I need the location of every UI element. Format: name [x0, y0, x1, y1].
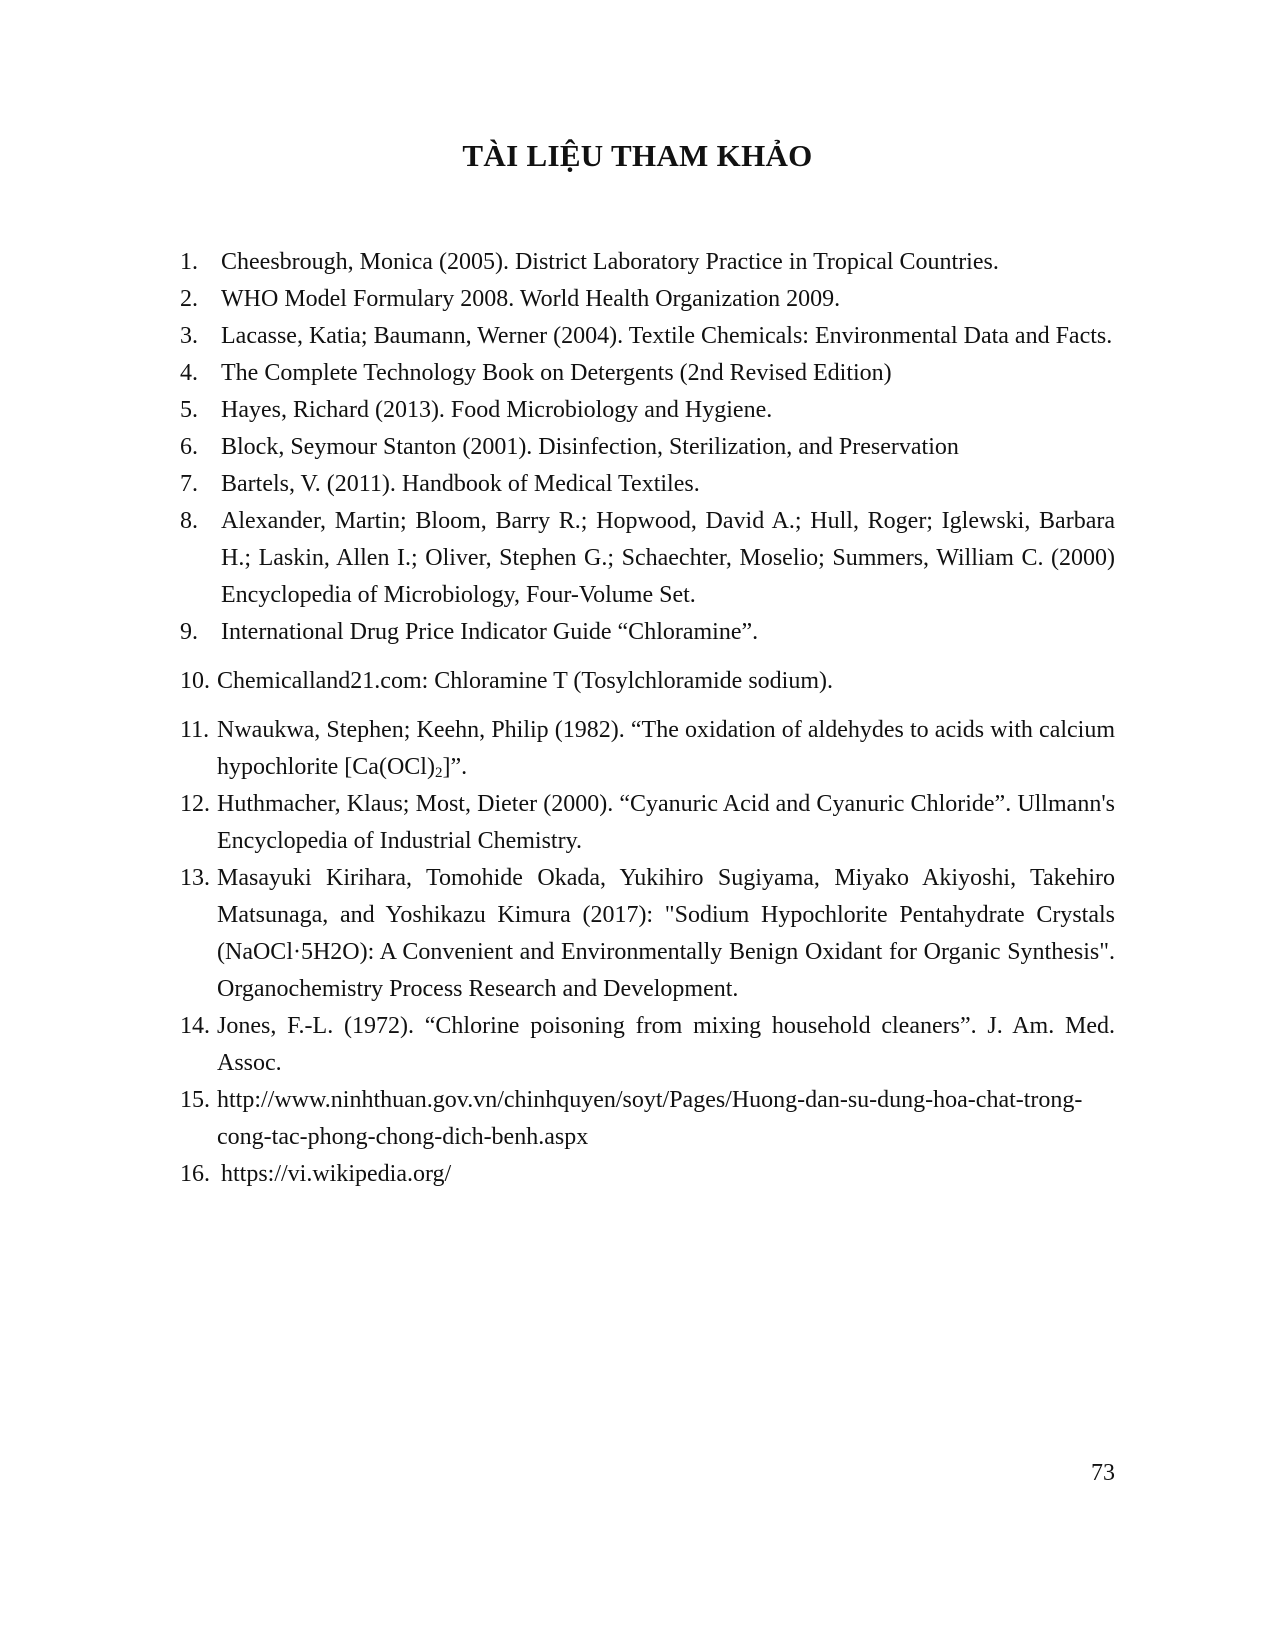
page-number: 73 [1091, 1460, 1115, 1486]
reference-item [180, 318, 1115, 355]
reference-number: 12. [180, 791, 210, 817]
reference-text: Bartels, V. (2011). Handbook of Medical Textiles. [221, 471, 700, 497]
reference-item [180, 244, 1115, 281]
reference-item [180, 614, 1115, 651]
reference-text: Jones, F.-L. (1972). “Chlorine poisoning from mixing household cleaners”. J. Am. Med. Assoc. [217, 1013, 1115, 1076]
reference-item [180, 1008, 1115, 1082]
reference-item [180, 392, 1115, 429]
reference-item [180, 860, 1115, 1008]
reference-number: 3. [180, 323, 198, 349]
subscript-text: 2 [434, 765, 443, 781]
reference-item [180, 1082, 1115, 1156]
reference-number: 8. [180, 508, 198, 534]
reference-number: 7. [180, 471, 198, 497]
reference-item [180, 355, 1115, 392]
reference-text: Cheesbrough, Monica (2005). District Laboratory Practice in Tropical Countries. [221, 249, 999, 275]
reference-text-part: ]”. [442, 754, 468, 780]
reference-list [180, 244, 1115, 1193]
reference-number: 14. [180, 1013, 210, 1039]
reference-text-part: Nwaukwa, Stephen; Keehn, Philip (1982). “The oxidation of aldehydes to acids with calcium hypochlorite [Ca(OCl) [217, 717, 1115, 780]
reference-text[interactable]: https://vi.wikipedia.org/ [221, 1161, 452, 1187]
reference-number: 2. [180, 286, 198, 312]
reference-number: 4. [180, 360, 198, 386]
reference-text[interactable]: http://www.ninhthuan.gov.vn/chinhquyen/soyt/Pages/Huong-dan-su-dung-hoa-chat-trong-cong-tac-phong-chong-dich-benh.aspx [217, 1087, 1083, 1150]
reference-item [180, 1156, 1115, 1193]
reference-number: 16. [180, 1161, 210, 1187]
reference-text: Alexander, Martin; Bloom, Barry R.; Hopwood, David A.; Hull, Roger; Iglewski, Barbara H.; Laskin, Allen I.; Oliver, Stephen G.; Schaechter, Moselio; Summers, William C. (2000) Encyclopedia of Microbiology, Four-Volume Set. [221, 508, 1115, 608]
reference-item [180, 503, 1115, 614]
reference-number: 13. [180, 865, 210, 891]
reference-text: Chemicalland21.com: Chloramine T (Tosylchloramide sodium). [217, 668, 833, 694]
reference-text: Huthmacher, Klaus; Most, Dieter (2000). “Cyanuric Acid and Cyanuric Chloride”. Ullmann's Encyclopedia of Industrial Chemistry. [217, 791, 1115, 854]
reference-item [180, 281, 1115, 318]
reference-number: 9. [180, 619, 198, 645]
reference-number: 5. [180, 397, 198, 423]
reference-item [180, 429, 1115, 466]
reference-item [180, 712, 1115, 786]
reference-text [217, 712, 1115, 786]
reference-number: 6. [180, 434, 198, 460]
page-title: TÀI LIỆU THAM KHẢO [462, 138, 813, 173]
reference-text: Hayes, Richard (2013). Food Microbiology and Hygiene. [221, 397, 773, 423]
reference-text: Masayuki Kirihara, Tomohide Okada, Yukihiro Sugiyama, Miyako Akiyoshi, Takehiro Matsunaga, and Yoshikazu Kimura (2017): "Sodium Hypochlorite Pentahydrate Crystals (NaOCl·5H2O): A Convenient and Environmentally Benign Oxidant for Organic Synthesis". Organochemistry Process Research and Development. [217, 865, 1115, 1002]
reference-item [180, 466, 1115, 503]
reference-text: Lacasse, Katia; Baumann, Werner (2004). Textile Chemicals: Environmental Data and Facts. [221, 323, 1113, 349]
reference-number: 1. [180, 249, 198, 275]
reference-number: 15. [180, 1087, 210, 1113]
reference-item [180, 663, 1115, 700]
reference-text: WHO Model Formulary 2008. World Health Organization 2009. [221, 286, 841, 312]
reference-text: Block, Seymour Stanton (2001). Disinfection, Sterilization, and Preservation [221, 434, 959, 460]
reference-item [180, 786, 1115, 860]
reference-number: 10. [180, 668, 210, 694]
reference-number: 11. [180, 717, 210, 743]
reference-text: International Drug Price Indicator Guide “Chloramine”. [221, 619, 759, 645]
reference-text: The Complete Technology Book on Detergents (2nd Revised Edition) [221, 360, 892, 386]
